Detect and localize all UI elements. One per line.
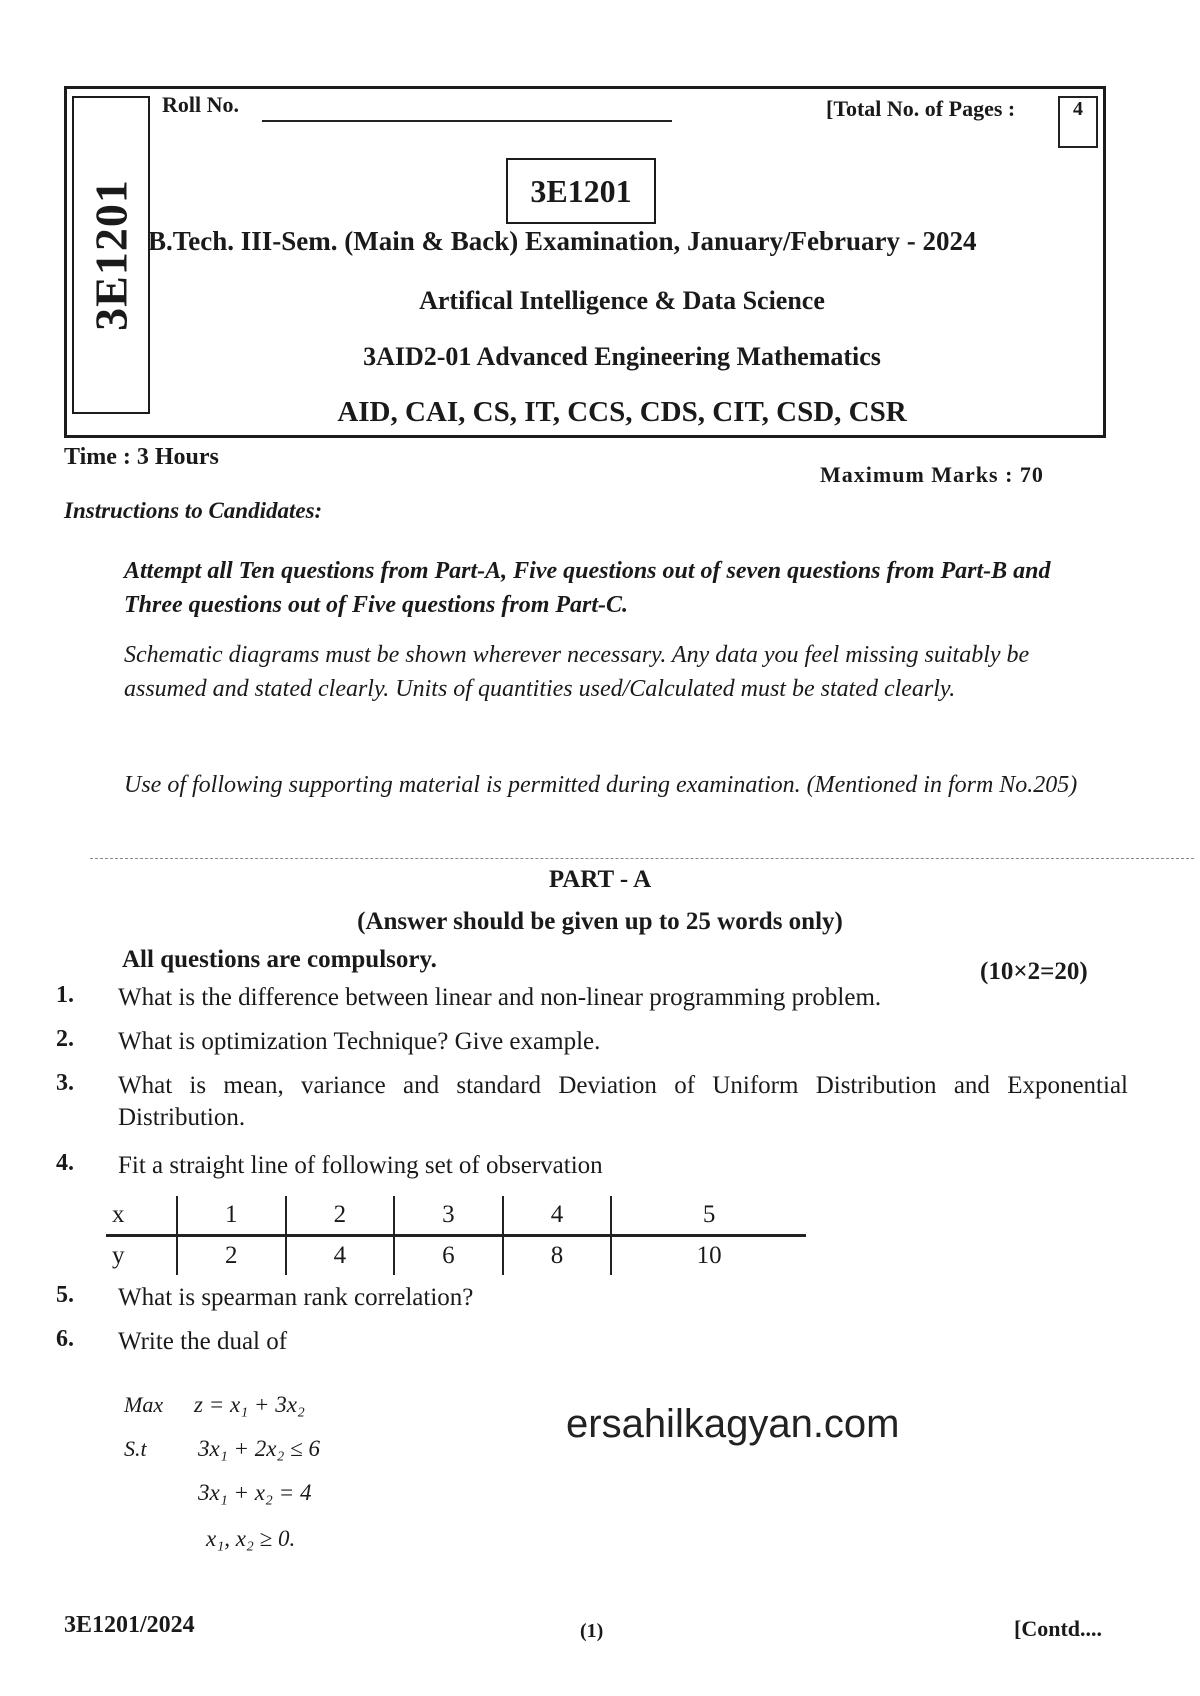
roll-number-line: [262, 120, 672, 122]
question-text: What is the difference between linear and non-linear programming problem.: [118, 984, 882, 1011]
part-a-compulsory: All questions are compulsory.: [122, 946, 437, 973]
question-number: 5.: [56, 1282, 74, 1308]
question-number: 4.: [56, 1150, 74, 1176]
table-cell: 5: [611, 1196, 806, 1236]
subject-title: 3AID2-01 Advanced Engineering Mathematics: [363, 342, 881, 371]
table-cell: 10: [611, 1236, 806, 1276]
question-number: 3.: [56, 1070, 74, 1096]
observation-table: [106, 1196, 806, 1275]
table-row-label: x: [106, 1196, 177, 1236]
maximum-marks: Maximum Marks : 70: [820, 462, 1044, 487]
programme-title: Artifical Intelligence & Data Science: [419, 286, 825, 315]
instruction-paragraph-1: Attempt all Ten questions from Part-A, Five questions out of seven questions from Part-B and Three questions out of Five questions from Part-C.: [124, 558, 1051, 618]
instruction-paragraph-3: Use of following supporting material is permitted during examination. (Mentioned in form No.205): [124, 772, 1078, 798]
paper-code-box: 3E1201: [506, 158, 656, 224]
part-a-title: PART - A: [548, 866, 652, 893]
part-a-marks: (10×2=20): [980, 958, 1088, 985]
question-number: 6.: [56, 1326, 74, 1352]
question-text: Fit a straight line of following set of observation: [118, 1152, 603, 1179]
table-row-label: y: [112, 1242, 125, 1269]
instructions-title: Instructions to Candidates:: [64, 498, 323, 523]
time-allowed: Time : 3 Hours: [64, 444, 219, 470]
table-row: [106, 1236, 806, 1276]
question-text: What is optimization Technique? Give example.: [118, 1028, 601, 1055]
lp-objective: z = x₁ + 3x₂: [194, 1392, 305, 1417]
branches: AID, CAI, CS, IT, CCS, CDS, CIT, CSD, CSR: [337, 396, 907, 428]
table-cell: 4: [286, 1236, 395, 1276]
instruction-paragraph-2: Schematic diagrams must be shown wherever necessary. Any data you feel missing suitably be assumed and stated clearly. Units of quantities used/Calculated must be stated clearly.: [124, 642, 1030, 702]
lp-constraint-2: 3x₁ + x₂ = 4: [198, 1480, 312, 1505]
exam-title: B.Tech. III-Sem. (Main & Back) Examination, January/February - 2024: [148, 226, 977, 256]
table-cell: 2: [286, 1196, 395, 1236]
watermark-text: ersahilkagyan.com: [566, 1402, 900, 1446]
question-text: Write the dual of: [118, 1328, 288, 1355]
question-text: What is spearman rank correlation?: [118, 1284, 474, 1311]
roll-number-label: Roll No.: [162, 92, 239, 117]
footer-paper-code: 3E1201/2024: [64, 1612, 195, 1638]
total-pages-label: [Total No. of Pages :: [826, 96, 1016, 121]
table-cell: 2: [177, 1236, 286, 1276]
table-row: [106, 1196, 806, 1236]
table-cell: 1: [177, 1196, 286, 1236]
table-cell: 8: [503, 1236, 612, 1276]
lp-constraint-1: 3x₁ + 2x₂ ≤ 6: [198, 1436, 321, 1461]
side-paper-code: 3E1201: [85, 179, 137, 331]
table-cell: 3: [394, 1196, 503, 1236]
lp-subject-to-label: S.t: [124, 1436, 147, 1461]
table-cell: 4: [503, 1196, 612, 1236]
lp-max-label: Max: [124, 1392, 164, 1417]
table-cell: 6: [394, 1236, 503, 1276]
question-number: 1.: [56, 982, 74, 1008]
part-a-note: (Answer should be given up to 25 words only): [357, 908, 843, 935]
section-divider: [90, 858, 1194, 859]
question-text: What is mean, variance and standard Deviation of Uniform Distribution and Exponential Distribution.: [118, 1072, 1128, 1131]
total-pages-value: 4: [1058, 96, 1098, 148]
footer-continued: [Contd....: [1014, 1616, 1103, 1641]
lp-constraint-3: x₁, x₂ ≥ 0.: [206, 1526, 296, 1551]
footer-page-number: (1): [580, 1620, 604, 1642]
header-frame: [64, 86, 1106, 438]
question-number: 2.: [56, 1026, 74, 1052]
